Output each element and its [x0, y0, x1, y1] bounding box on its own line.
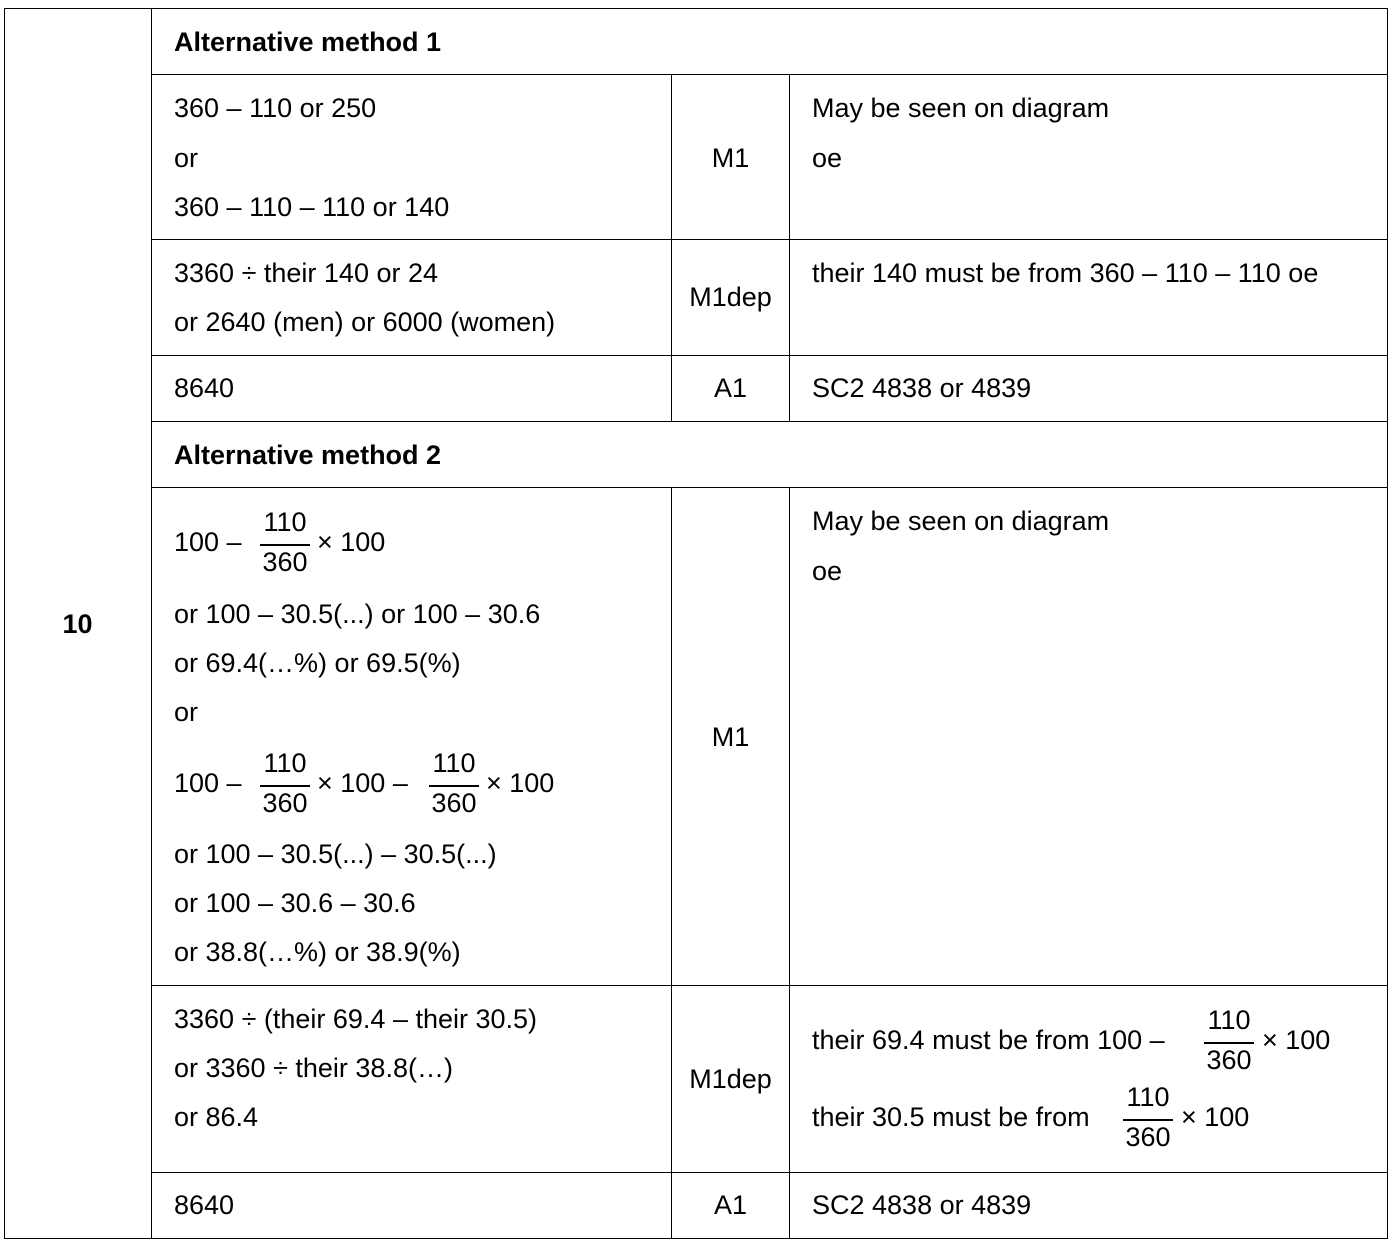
alt2-expr2-pre: 100 –: [174, 768, 242, 798]
alt2-row1-mark: M1: [711, 722, 750, 752]
fraction-numerator: 110: [263, 748, 307, 778]
alt2-row2-comment1-post: × 100: [1262, 1025, 1331, 1055]
alt1-row2-work-line: or 2640 (men) or 6000 (women): [174, 307, 556, 337]
alt2-work-line: or: [174, 697, 199, 727]
fraction-numerator: 110: [1126, 1082, 1170, 1112]
fraction-numerator: 110: [1207, 1005, 1251, 1035]
fraction-denominator: 360: [1125, 1122, 1171, 1152]
alt2-row2-mark: M1dep: [689, 1064, 772, 1094]
alt1-row2-comment: their 140 must be from 360 – 110 – 110 oe: [812, 258, 1319, 288]
alt2-work-line: or 100 – 30.6 – 30.6: [174, 888, 416, 918]
alt1-row2-mark: M1dep: [689, 282, 772, 312]
alt2-heading: Alternative method 2: [174, 440, 442, 470]
fraction-numerator: 110: [432, 748, 476, 778]
alt1-row3-answer: 8640: [174, 373, 235, 403]
alt2-row1-comment: oe: [812, 556, 843, 586]
fraction-denominator: 360: [1206, 1045, 1252, 1075]
alt2-work-line: or 69.4(…%) or 69.5(%): [174, 648, 461, 678]
alt1-row1-comment: oe: [812, 143, 843, 173]
alt2-work-line: or 100 – 30.5(...) or 100 – 30.6: [174, 599, 541, 629]
alt2-row3-mark: A1: [713, 1190, 748, 1220]
alt1-row2-work-line: 3360 ÷ their 140 or 24: [174, 258, 439, 288]
alt1-row3-mark: A1: [713, 373, 748, 403]
alt1-row1-work-line: 360 – 110 – 110 or 140: [174, 192, 450, 222]
alt1-row1-mark: M1: [711, 143, 750, 173]
alt2-expr2-post: × 100: [486, 768, 555, 798]
fraction-denominator: 360: [262, 547, 308, 577]
alt2-work-line: or 38.8(…%) or 38.9(%): [174, 937, 461, 967]
alt1-row1-comment: May be seen on diagram: [812, 93, 1110, 123]
fraction-numerator: 110: [263, 507, 307, 537]
alt2-row3-comment: SC2 4838 or 4839: [812, 1190, 1032, 1220]
fraction-denominator: 360: [262, 788, 308, 818]
alt2-row3-answer: 8640: [174, 1190, 235, 1220]
alt1-heading: Alternative method 1: [174, 27, 442, 57]
alt2-expr1-pre: 100 –: [174, 527, 242, 557]
alt2-row2-comment1-pre: their 69.4 must be from 100 –: [812, 1025, 1165, 1055]
alt2-row2-comment2-post: × 100: [1181, 1102, 1250, 1132]
alt2-row2-work-line: 3360 ÷ (their 69.4 – their 30.5): [174, 1004, 538, 1034]
question-number: 10: [62, 609, 93, 639]
alt1-row3-comment: SC2 4838 or 4839: [812, 373, 1032, 403]
alt2-row2-comment2-pre: their 30.5 must be from: [812, 1102, 1090, 1132]
alt1-row1-work-line: 360 – 110 or 250: [174, 93, 377, 123]
alt2-row2-work-line: or 3360 ÷ their 38.8(…): [174, 1053, 453, 1083]
fraction-denominator: 360: [431, 788, 477, 818]
alt1-row1-work-line: or: [174, 143, 199, 173]
alt2-work-line: or 100 – 30.5(...) – 30.5(...): [174, 839, 497, 869]
alt2-expr2-mid: × 100 –: [317, 768, 408, 798]
alt2-row2-work-line: or 86.4: [174, 1102, 259, 1132]
alt2-row1-comment: May be seen on diagram: [812, 506, 1110, 536]
alt2-expr1-post: × 100: [317, 527, 386, 557]
